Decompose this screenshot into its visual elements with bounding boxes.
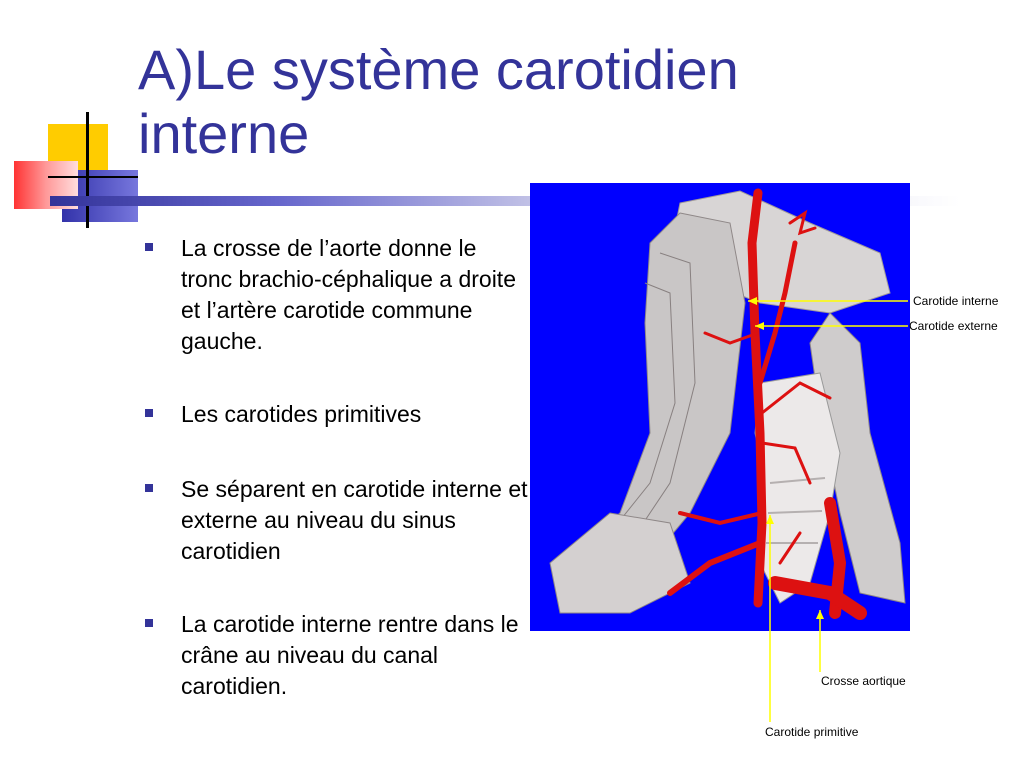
bullet-square-icon (145, 409, 153, 417)
bullet-square-icon (145, 484, 153, 492)
bullet-square-icon (145, 243, 153, 251)
slide-title: A)Le système carotidien interne (138, 38, 739, 165)
anatomy-drawing (530, 183, 910, 631)
decorative-horizontal-line (48, 176, 138, 178)
bullet-item (140, 399, 530, 430)
bullet-text: La carotide interne rentre dans le crâne au niveau du canal carotidien. (181, 611, 519, 699)
label-carotide-externe: Carotide externe (909, 319, 998, 333)
bullet-item (140, 233, 530, 357)
label-carotide-primitive: Carotide primitive (765, 725, 859, 739)
bullet-list (140, 233, 530, 702)
bullet-text: La crosse de l’aorte donne le tronc brachio-céphalique a droite et l’artère carotide commune gauche. (181, 235, 516, 354)
decorative-vertical-line (86, 112, 89, 228)
bullet-text: Les carotides primitives (181, 401, 422, 427)
bullet-text: Se séparent en carotide interne et externe au niveau du sinus carotidien (181, 476, 528, 564)
bullet-item (140, 609, 530, 702)
label-carotide-interne: Carotide interne (913, 294, 999, 308)
neck-anatomy-illustration (530, 183, 910, 631)
label-crosse-aortique: Crosse aortique (821, 674, 906, 688)
bullet-square-icon (145, 619, 153, 627)
bullet-item (140, 474, 530, 567)
